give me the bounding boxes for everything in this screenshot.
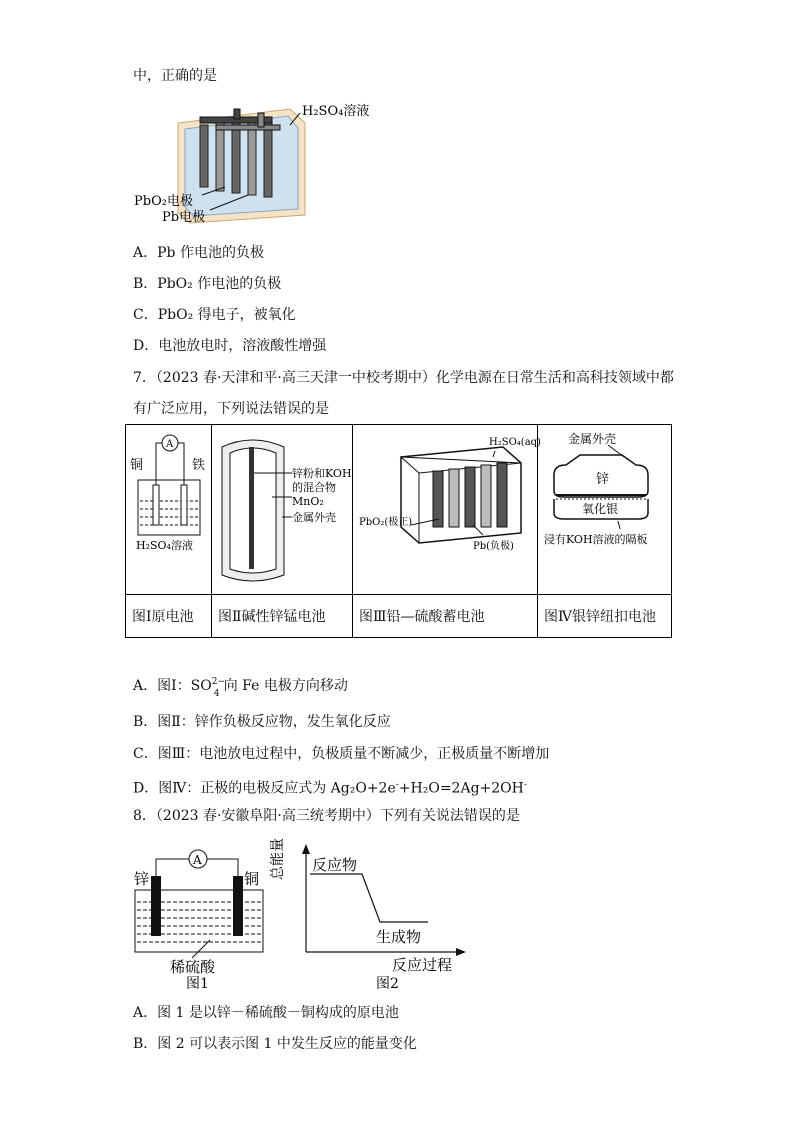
q7-option-a-sup: 2−: [211, 677, 225, 687]
q8-fig1-copper: 铜: [244, 870, 260, 888]
q7-caption-2: 图Ⅱ碱性锌锰电池: [212, 595, 353, 638]
q8-fig1-acid: 稀硫酸: [170, 958, 216, 976]
q8-fig2-caption: 图2: [376, 976, 399, 992]
q7-fig3-lead-acid: [353, 425, 541, 590]
q8-fig2-xaxis: 反应过程: [392, 956, 453, 974]
q7-fig3-negative: Pb(负极): [473, 541, 514, 552]
q7-option-a: [133, 676, 348, 699]
q7-option-b: B．图Ⅱ：锌作负极反应物，发生氧化反应: [133, 714, 391, 730]
q7-option-a-sub: 4: [213, 689, 220, 699]
q7-fig3-cell: [353, 425, 541, 595]
q7-caption-4: 图Ⅳ银锌纽扣电池: [538, 595, 672, 638]
q7-fig4-shell: 金属外壳: [568, 432, 617, 446]
q8-fig1-zinc: 锌: [134, 870, 150, 888]
q7-fig3-solution: H₂SO₄(aq): [489, 437, 541, 448]
q7-fig1-iron: 铁: [192, 458, 206, 473]
q7-fig3-positive: PbO₂(极正): [359, 517, 413, 528]
q7-battery-table: [125, 424, 672, 638]
q6-option-c: C．PbO₂ 得电子，被氧化: [133, 307, 296, 323]
q7-caption-1: 图Ⅰ原电池: [126, 595, 212, 638]
q6-solution-label: H₂SO₄溶液: [302, 104, 370, 119]
q6-option-d: D．电池放电时，溶液酸性增强: [133, 338, 327, 354]
q7-fig4-separator: 浸有KOH溶液的隔板: [544, 533, 648, 546]
q8-stem: 8．（2023 春·安徽阜阳·高三统考期中）下列有关说法错误的是: [133, 808, 520, 824]
q7-stem-line1: 7．（2023 春·天津和平·高三天津一中校考期中）化学电源在日常生活和高科技领域中都: [133, 370, 674, 386]
q6-lead-acid-figure: [130, 95, 390, 230]
q7-option-a-suffix: 向 Fe 电极方向移动: [223, 678, 348, 694]
q8-fig2-yaxis: 总能量: [270, 838, 286, 880]
q7-fig4-cell: [538, 425, 672, 595]
q7-caption-3: 图Ⅲ铅—硫酸蓄电池: [353, 595, 538, 638]
q7-fig2-label3: MnO₂: [292, 495, 324, 508]
q8-fig1-galvanic: [130, 842, 275, 992]
q8-fig1-ammeter: A: [193, 853, 202, 867]
q7-fig2-label1: 锌粉和KOH: [292, 467, 352, 480]
q8-fig2-energy: [270, 838, 470, 992]
q8-fig2-product: 生成物: [376, 928, 422, 946]
q7-fig1-solution: H₂SO₄溶液: [136, 539, 193, 552]
q7-fig1-cell: [126, 425, 212, 595]
q7-option-d-prefix: D．图Ⅳ：正极的电极反应式为 Ag₂O+2e: [133, 780, 396, 797]
q8-option-a: A．图 1 是以锌－稀硫酸－铜构成的原电池: [133, 1005, 399, 1021]
q7-fig2-alkaline-cell: [212, 425, 352, 590]
q6-stem-tail: 中，正确的是: [133, 68, 217, 84]
q7-fig1-galvanic-cell: [126, 425, 211, 590]
q7-option-d-sup1: -: [395, 780, 399, 790]
q7-fig4-zinc: 锌: [596, 472, 610, 487]
q7-fig4-silver-oxide: 氧化银: [582, 502, 619, 516]
q7-fig4-button-cell: [538, 425, 671, 590]
q7-stem-line2: 有广泛应用，下列说法错误的是: [133, 401, 329, 417]
q7-fig1-copper: 铜: [130, 458, 144, 473]
q8-option-b: B．图 2 可以表示图 1 中发生反应的能量变化: [133, 1036, 417, 1052]
q6-pb-label: Pb电极: [162, 210, 206, 225]
q6-option-b: B．PbO₂ 作电池的负极: [133, 276, 282, 292]
q6-option-a: A．Pb 作电池的负极: [133, 245, 264, 261]
q6-pbo2-label: PbO₂电极: [134, 194, 193, 209]
q7-fig2-label4: 金属外壳: [292, 511, 336, 524]
q8-fig1-caption: 图1: [186, 976, 209, 992]
q7-fig2-label2: 的混合物: [292, 481, 336, 494]
q7-option-c: C．图Ⅲ：电池放电过程中，负极质量不断减少，正极质量不断增加: [133, 746, 550, 762]
q7-option-d: [133, 775, 527, 799]
q7-option-a-prefix: A．图Ⅰ：SO: [133, 678, 212, 694]
q7-option-d-mid: +H₂O=2Ag+2OH: [398, 780, 524, 797]
q7-option-d-sup2: -: [523, 780, 527, 790]
q7-fig1-ammeter: A: [166, 439, 174, 450]
q7-fig2-cell: [212, 425, 353, 595]
q8-fig2-reactant: 反应物: [312, 856, 358, 874]
